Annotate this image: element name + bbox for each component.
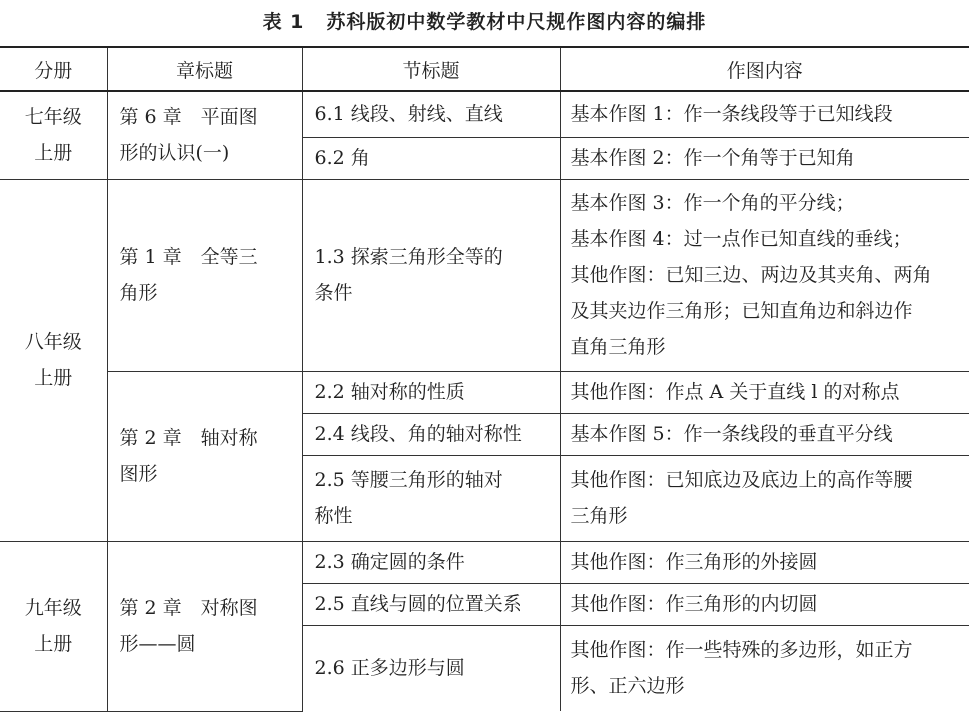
chapter-line: 第 6 章 平面图	[119, 106, 258, 129]
section-line: 6.2 角	[314, 147, 370, 169]
content-line: 其他作图：作三角形的内切圆	[570, 593, 818, 615]
content-cell	[560, 371, 969, 413]
chapter-line: 第 2 章 轴对称	[119, 427, 258, 449]
chapter-line: 第 2 章 对称图	[119, 597, 258, 619]
volume-cell	[0, 91, 107, 179]
content-line: 直角三角形	[570, 336, 666, 358]
table-row	[0, 371, 969, 413]
section-cell	[302, 583, 560, 625]
content-line: 基本作图 4：过一点作已知直线的垂线；	[570, 228, 912, 250]
section-line: 6.1 线段、射线、直线	[314, 103, 503, 126]
section-cell	[302, 541, 560, 583]
volume-line: 上册	[34, 367, 73, 389]
volume-cell	[0, 179, 107, 541]
table-row	[0, 179, 969, 371]
volume-line: 七年级	[24, 106, 82, 129]
content-line: 基本作图 5：作一条线段的垂直平分线	[570, 423, 893, 445]
section-cell	[302, 137, 560, 179]
chapter-cell	[107, 91, 302, 179]
content-line: 基本作图 3：作一个角的平分线；	[570, 192, 855, 214]
section-line: 称性	[314, 505, 353, 527]
content-line: 基本作图 1：作一条线段等于已知线段	[570, 103, 893, 126]
section-line: 2.4 线段、角的轴对称性	[314, 423, 522, 445]
chapter-cell	[107, 179, 302, 371]
volume-line: 九年级	[24, 597, 82, 619]
chapter-line: 角形	[119, 282, 158, 304]
section-line: 2.5 等腰三角形的轴对	[314, 469, 503, 491]
section-cell	[302, 625, 560, 711]
section-cell	[302, 91, 560, 137]
content-line: 其他作图：已知底边及底边上的高作等腰	[570, 469, 913, 491]
header-volume: 分册	[0, 47, 107, 91]
section-line: 2.2 轴对称的性质	[314, 381, 465, 403]
header-section: 节标题	[302, 47, 560, 91]
curriculum-table	[0, 46, 969, 712]
content-line: 其他作图：已知三边、两边及其夹角、两角	[570, 264, 932, 286]
content-cell	[560, 179, 969, 371]
content-line: 基本作图 2：作一个角等于已知角	[570, 147, 855, 169]
chapter-line: 图形	[119, 463, 158, 485]
table-caption	[0, 0, 969, 40]
content-cell	[560, 625, 969, 711]
section-cell	[302, 179, 560, 371]
content-cell	[560, 413, 969, 455]
table-row	[0, 91, 969, 137]
content-line: 形、正六边形	[570, 675, 685, 698]
content-cell	[560, 541, 969, 583]
section-line: 2.6 正多边形与圆	[314, 657, 465, 680]
table-title: 苏科版初中数学教材中尺规作图内容的编排	[326, 10, 707, 33]
volume-cell	[0, 541, 107, 711]
content-cell	[560, 583, 969, 625]
header-row	[0, 47, 969, 91]
header-content: 作图内容	[560, 47, 969, 91]
content-cell	[560, 91, 969, 137]
section-line: 2.5 直线与圆的位置关系	[314, 593, 522, 615]
table-number: 表 1	[262, 10, 305, 33]
content-line: 三角形	[570, 505, 628, 527]
chapter-line: 形——圆	[119, 633, 196, 655]
section-line: 2.3 确定圆的条件	[314, 551, 465, 573]
chapter-line: 第 1 章 全等三	[119, 246, 258, 268]
chapter-line: 形的认识(一)	[119, 142, 230, 165]
content-line: 其他作图：作三角形的外接圆	[570, 551, 818, 573]
section-line: 1.3 探索三角形全等的	[314, 246, 503, 268]
section-cell	[302, 413, 560, 455]
section-line: 条件	[314, 282, 353, 304]
content-cell	[560, 137, 969, 179]
header-chapter: 章标题	[107, 47, 302, 91]
table-row	[0, 541, 969, 583]
section-cell	[302, 371, 560, 413]
content-line: 其他作图：作一些特殊的多边形，如正方	[570, 639, 913, 662]
table-body	[0, 91, 969, 711]
section-cell	[302, 455, 560, 541]
content-cell	[560, 455, 969, 541]
volume-line: 八年级	[24, 331, 82, 353]
volume-line: 上册	[34, 142, 73, 165]
content-line: 及其夹边作三角形；已知直角边和斜边作	[570, 300, 913, 322]
volume-line: 上册	[34, 633, 73, 655]
chapter-cell	[107, 541, 302, 711]
content-line: 其他作图：作点 A 关于直线 l 的对称点	[570, 381, 900, 403]
chapter-cell	[107, 371, 302, 541]
